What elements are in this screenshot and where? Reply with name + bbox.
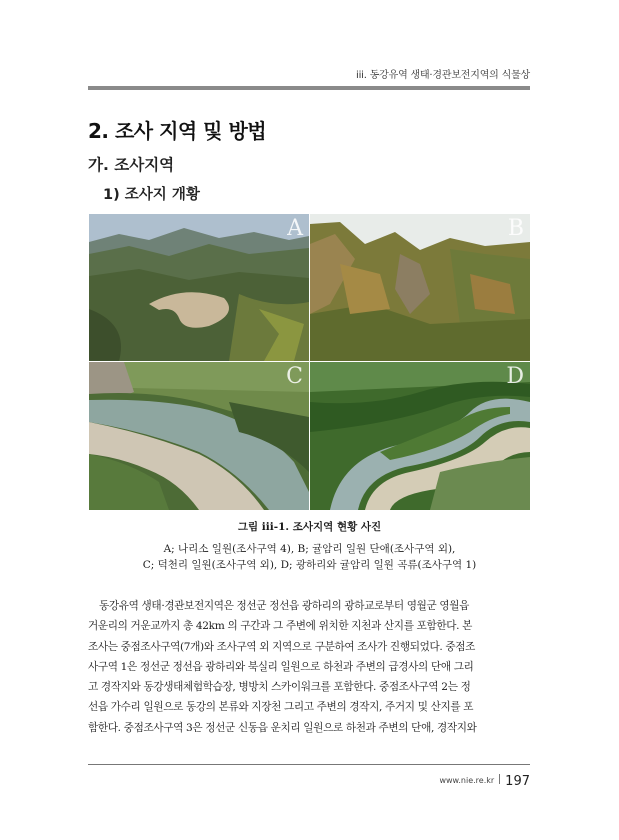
body-line: 고 경작지와 동강생태체험학습장, 병방치 스카이워크를 포함한다. 중점조사구역 2는 정 — [88, 681, 471, 694]
panel-label-d: D — [506, 364, 524, 389]
subsection-heading: 가. 조사지역 — [88, 156, 175, 174]
running-header: iii. 동강유역 생태·경관보전지역의 식물상 — [356, 70, 530, 81]
body-line: 거운리의 거운교까지 총 42km 의 구간과 그 주변에 위치한 지천과 산지를 포함한다. 본 — [88, 620, 473, 633]
panel-label-b: B — [507, 216, 524, 241]
page-number: 197 — [505, 774, 530, 789]
header-rule — [88, 86, 530, 90]
subsubsection-heading: 1) 조사지 개황 — [103, 187, 200, 203]
body-line: 선읍 가수리 일원으로 동강의 본류와 지장천 그리고 주변의 경작지, 주거지 및 산지를 포 — [88, 701, 474, 714]
photo-c — [89, 362, 309, 510]
body-line: 사구역 1은 정선군 정선읍 광하리와 북실리 일원으로 하천과 주변의 급경사의 단애 그리 — [88, 660, 474, 673]
footer-url: www.nie.re.kr — [439, 776, 495, 785]
panel-label-a: A — [287, 216, 303, 241]
panel-label-c: C — [286, 364, 303, 389]
figure-caption-line: A; 나리소 일원(조사구역 4), B; 귤암리 일원 단애(조사구역 외), — [163, 543, 456, 555]
body-line: 동강유역 생태·경관보전지역은 정선군 정선읍 광하리의 광하교로부터 영월군 영월읍 — [99, 600, 470, 612]
footer-separator — [499, 774, 500, 784]
photo-b — [310, 214, 530, 361]
body-line: 조사는 중점조사구역(7개)와 조사구역 외 지역으로 구분하여 조사가 진행되었다. 중점조 — [88, 640, 476, 653]
body-line: 함한다. 중점조사구역 3은 정선군 신동읍 운치리 일원으로 하천과 주변의 단애, 경작지와 — [88, 721, 477, 734]
photo-d — [310, 362, 530, 510]
section-heading: 2. 조사 지역 및 방법 — [88, 119, 267, 143]
page-footer — [439, 774, 530, 789]
body-paragraph — [88, 596, 531, 738]
figure-caption-title: 그림 iii-1. 조사지역 현황 사진 — [237, 521, 382, 533]
footer-rule — [88, 764, 530, 765]
photo-a — [89, 214, 309, 361]
figure-caption-line: C; 덕천리 일원(조사구역 외), D; 광하리와 귤암리 일원 곡류(조사구역 1) — [142, 559, 477, 571]
